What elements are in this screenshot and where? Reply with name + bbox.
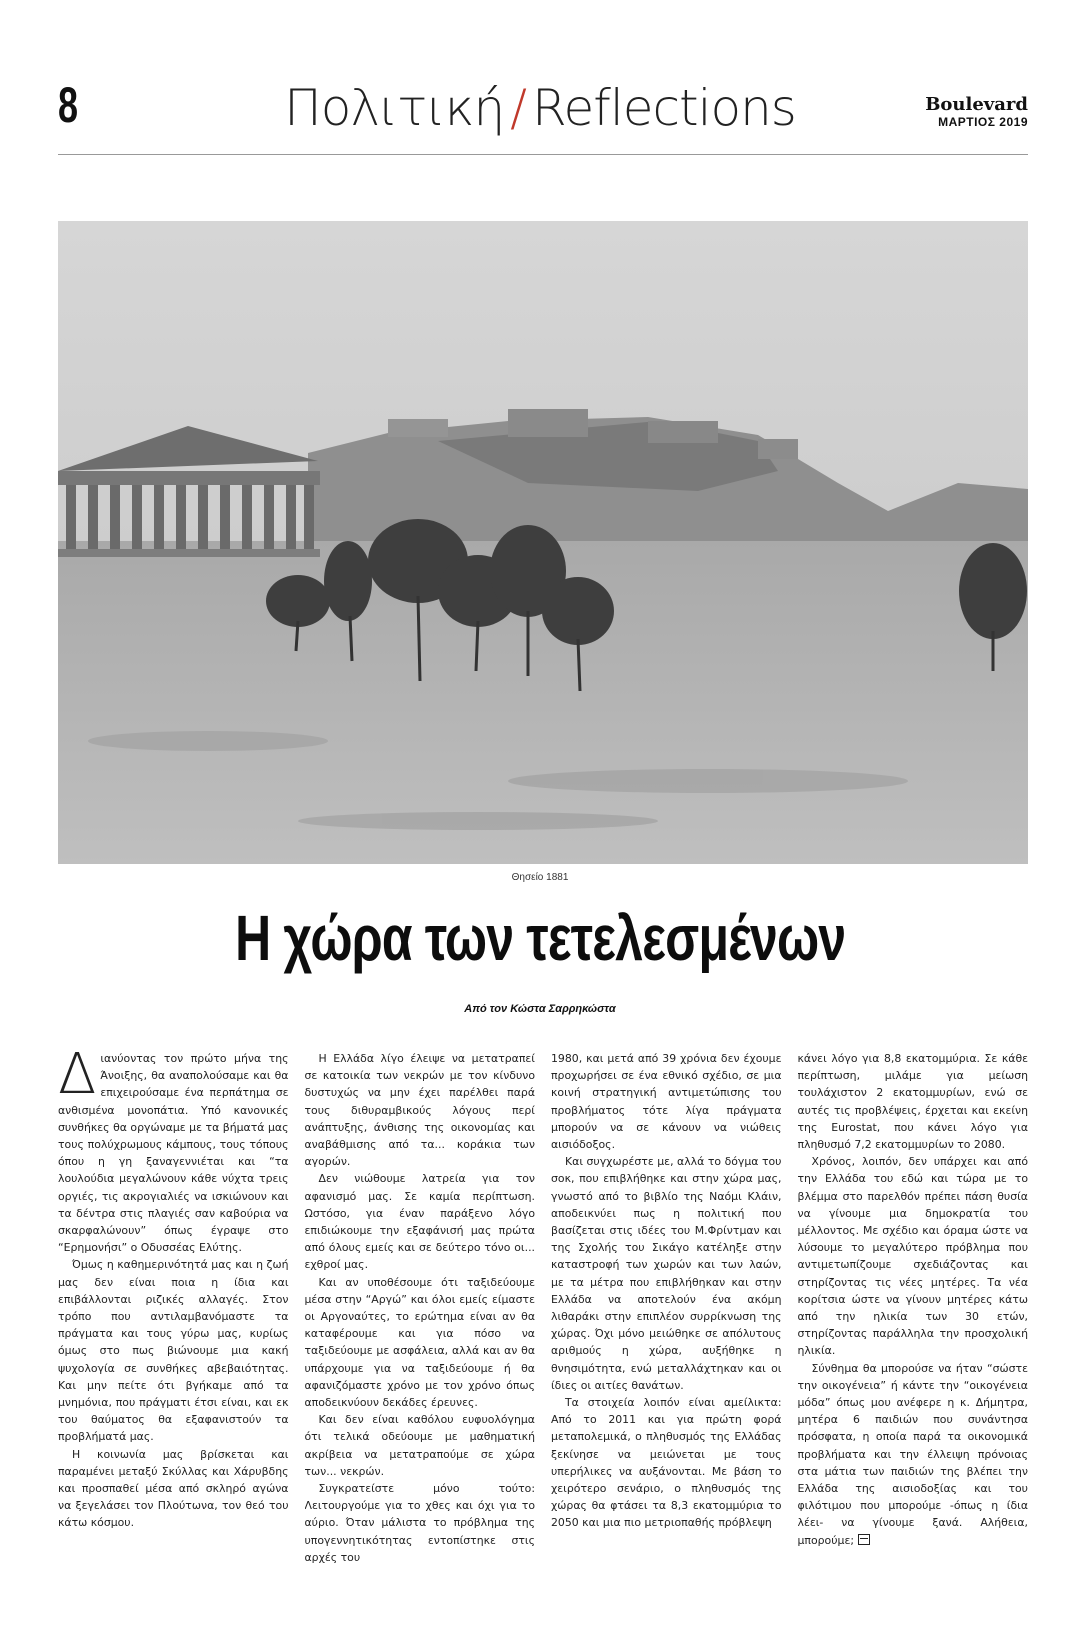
column-4 bbox=[798, 1050, 1029, 1612]
section-divider: / bbox=[510, 79, 526, 137]
column-3 bbox=[551, 1050, 782, 1612]
article-headline bbox=[0, 898, 1080, 978]
headline-text: Η χώρα των τετελεσμένων bbox=[234, 902, 846, 974]
issue-date: ΜΑΡΤΙΟΣ 2019 bbox=[938, 115, 1028, 129]
section-subname: Reflections bbox=[532, 79, 796, 137]
column-1 bbox=[58, 1050, 289, 1612]
photo-caption: Θησείο 1881 bbox=[511, 872, 569, 883]
paragraph: Διανύοντας τον πρώτο μήνα της Άνοιξης, θα αναπολούσαμε και θα επιχειρούσαμε ένα περπάτημα σε ανθισμένα μονοπάτια. Υπό κανονικές συνθήκες θα οργώναμε με τα βήματά μας τους πολύχρωμους κάμπους, τους τόπους όπου η γη ξαναγεννιέται και “τα λουλούδια μεγαλώνουν κάθε νύχτα τρεις οργιές, τις ακρογιαλιές να ισκιώνουν και τα δέντρα στις πλαγιές σαν καβούρια να σκαρφαλώνουν” όπως έγραψε στο “Ερημονήσι” ο Οδυσσέας Ελύτης. bbox=[58, 1050, 289, 1255]
paragraph: Δεν νιώθουμε λατρεία για τον αφανισμό μας. Σε καμία περίπτωση. Ωστόσο, για έναν παράξενο λόγο επιδιώκουμε την εξαφάνισή μας πρώτα από όλους εμείς και σε δεύτερο τόνο οι... εχθροί μας. bbox=[304, 1172, 535, 1272]
paragraph: 1980, και μετά από 39 χρόνια δεν έχουμε προχωρήσει σε ένα εθνικό σχέδιο, σε μια κοινή στρατηγική αντιμετώπισης του προβλήματος τότε λίγα πράγματα μπορούν να σε κάνουν να νιώθεις αισιόδοξος. bbox=[551, 1052, 782, 1152]
section-title bbox=[0, 77, 1080, 137]
paragraph: Τα στοιχεία λοιπόν είναι αμείλικτα: Από το 2011 και για πρώτη φορά μεταπολεμικά, ο πληθυσμός της Ελλάδας ξεκίνησε να μειώνεται με τους υπερήλικες να αυξάνονται. Με βάση το χειρότερο σενάριο, ο πληθυσμός της χώρας θα φτάσει τα 8,3 εκατομμύρια το 2050 και μια πιο μετριοπαθής πρόβλεψη bbox=[551, 1396, 782, 1530]
masthead bbox=[925, 96, 1028, 130]
article-body bbox=[58, 1050, 1028, 1612]
paragraph: Η κοινωνία μας βρίσκεται και παραμένει μεταξύ Σκύλλας και Χάρυβδης και προσπαθεί μέσα από σκληρό αγώνα να ξεγελάσει τον Πλούτωνα, τον θεό του κάτω κόσμου. bbox=[58, 1447, 289, 1530]
brand-logo: Boulevard bbox=[925, 94, 1028, 115]
paragraph: Και συγχωρέστε με, αλλά το δόγμα του σοκ, που επιβλήθηκε και στην χώρα μας, γνωστό από το βιβλίο της Ναόμι Κλάιν, αποδεικνύει πως η πολιτική που βασίζεται στις ιδέες του Μ.Φρίντμαν και της Σχολής του Σικάγο κατέληξε στην καταστροφή των χωρών και των λαών, με τα μέτρα που επιβλήθηκαν και στην Ελλάδα να αποτελούν ένα ακόμη λιθαράκι στην επιπλέον συρρίκνωση της χώρας. Όχι μόνο μειώθηκε σε απόλυτους αριθμούς η χώρα, αυξήθηκε η θνησιμότητα, ενώ μεταλλάχτηκαν και οι ίδιες οι αιτίες θανάτων. bbox=[551, 1155, 782, 1392]
header-rule bbox=[58, 154, 1028, 155]
paragraph: Συγκρατείστε μόνο τούτο: Λειτουργούμε για το χθες και όχι για το αύριο. Όταν μάλιστα το πρόβλημα της υπογεννητικότητας εντοπίστηκε στις αρχές του bbox=[304, 1482, 535, 1564]
paragraph: κάνει λόγο για 8,8 εκατομμύρια. Σε κάθε περίπτωση, μιλάμε για μείωση τουλάχιστον 2 εκατομμυρίων, ενώ σε αυτές τις προβλέψεις, έρχεται και εκείνη της Eurostat, που κάνει λόγο για πληθυσμό 7,2 εκατομμυρίων το 2080. bbox=[797, 1052, 1028, 1152]
paragraph: Και δεν είναι καθόλου ευφυολόγημα ότι τελικά οδεύουμε με μαθηματική ακρίβεια να μετατραπούμε σε χώρα των... νεκρών. bbox=[304, 1413, 535, 1478]
end-of-article-icon bbox=[858, 1534, 870, 1545]
section-name: Πολιτική bbox=[284, 79, 505, 137]
article-photo bbox=[58, 221, 1028, 864]
paragraph: Χρόνος, λοιπόν, δεν υπάρχει και από την Ελλάδα του εδώ και τώρα με το βλέμμα στο παρελθόν πρέπει πάση θυσία να γίνουμε μια δημοκρατία του μέλλοντος. Με σχέδιο και όραμα ώστε να λύσουμε το μεγαλύτερο πρόβλημα που αντιμετωπίζουμε σχεδιάζοντας και στηρίζοντας τις νέες μητέρες. Τα νέα κορίτσια ώστε να γίνουν μητέρες κάτω από την ηλικία των 30 ετών, στηρίζοντας παράλληλα την προσχολική ηλικία. bbox=[797, 1155, 1028, 1358]
drop-cap: Δ bbox=[58, 1050, 97, 1107]
article-byline: Από τον Κώστα Σαρρηκώστα bbox=[464, 1003, 616, 1015]
page-number: 8 bbox=[58, 77, 79, 133]
paragraph: Σύνθημα θα μπορούσε να ήταν “σώστε την οικογένεια” ή κάντε την “οικογένεια μόδα” όπως μου ανέφερε η κ. Δήμητρα, μητέρα 6 παιδιών που συνάντησα πρόσφατα, η οποία παρά τα οικονομικά προβλήματα και την έλλειψη πρόνοιας στα μάτια των παιδιών της βλέπει την Ελλάδα της αισιοδοξίας και του φιλότιμου που μπορούμε -όπως η ίδια λέει- να γίνουμε ξανά. Αλήθεια, μπορούμε; bbox=[797, 1361, 1028, 1547]
column-2 bbox=[305, 1050, 536, 1612]
paragraph: Όμως η καθημερινότητά μας και η ζωή μας δεν είναι ποια η ίδια και επιβάλλονται ριζικές αλλαγές. Στον τρόπο που αντιλαμβανόμαστε τα πράγματα και τους γύρω μας, κυρίως όμως στο πως βιώνουμε μια κακή ψυχολογία σε συνθήκες αβεβαιότητας. Και μην πείτε ότι βγήκαμε από τα μνημόνια, που πράγματι έτσι είναι, και εκ του θαύματος θα εξαφανιστούν τα προβλήματά μας. bbox=[58, 1258, 289, 1444]
paragraph: Και αν υποθέσουμε ότι ταξιδεύουμε μέσα στην “Αργώ” και όλοι εμείς είμαστε οι Αργοναύτες, το ερώτημα είναι αν θα καταφέρουμε και για πόσο να ταξιδεύουμε με ασφάλεια, αλλά και αν θα υπάρχουμε για να ταξιδεύουμε ή θα αφανιζόμαστε χρόνο με τον χρόνο όπως αποδεικνύουν δεκάδες έρευνες. bbox=[304, 1275, 535, 1410]
paragraph: Η Ελλάδα λίγο έλειψε να μετατραπεί σε κατοικία των νεκρών με τον κίνδυνο δυστυχώς να μην έχει παρέλθει παρά τους διθυραμβικούς λόγους περί ανάπτυξης, άνθισης της οικονομίας και αναβάθμισης από τα... κοράκια των αγορών. bbox=[304, 1052, 535, 1169]
